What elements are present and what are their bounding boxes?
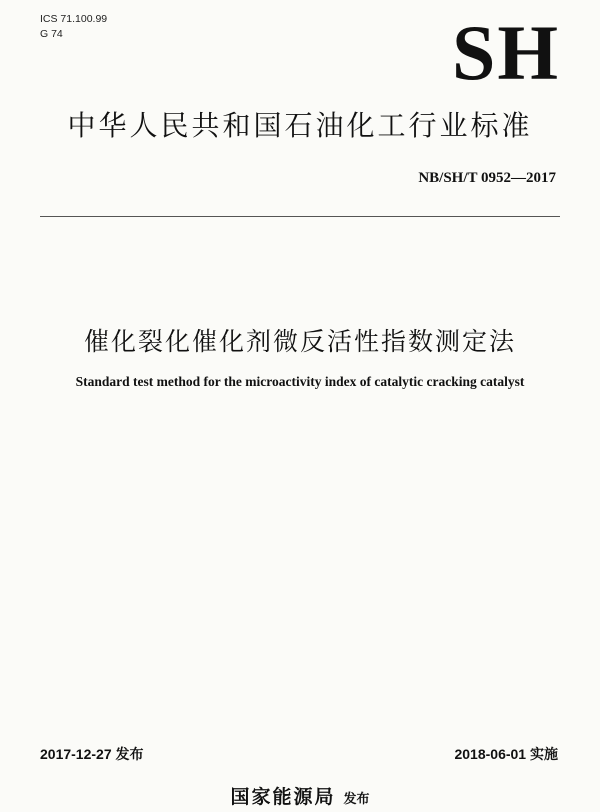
document-title-english: Standard test method for the microactivity index of catalytic cracking catalyst (75, 374, 525, 389)
ics-code: ICS 71.100.99 (40, 13, 108, 25)
implementation-date: 2018-06-01 实施 (454, 746, 558, 762)
issue-date: 2017-12-27 发布 (40, 746, 144, 762)
publisher-suffix: 发布 (343, 792, 370, 807)
publisher-name: 国家能源局 (230, 786, 336, 808)
issuing-authority-title: 中华人民共和国石油化工行业标准 (67, 109, 533, 142)
classification-block (40, 12, 107, 42)
header-divider (40, 216, 560, 217)
standard-number: NB/SH/T 0952—2017 (418, 170, 556, 186)
classification-code: G 74 (40, 28, 63, 40)
document-title-chinese: 催化裂化催化剂微反活性指数测定法 (83, 327, 516, 356)
publisher-line (0, 782, 600, 809)
sh-logo: SH (451, 9, 560, 96)
